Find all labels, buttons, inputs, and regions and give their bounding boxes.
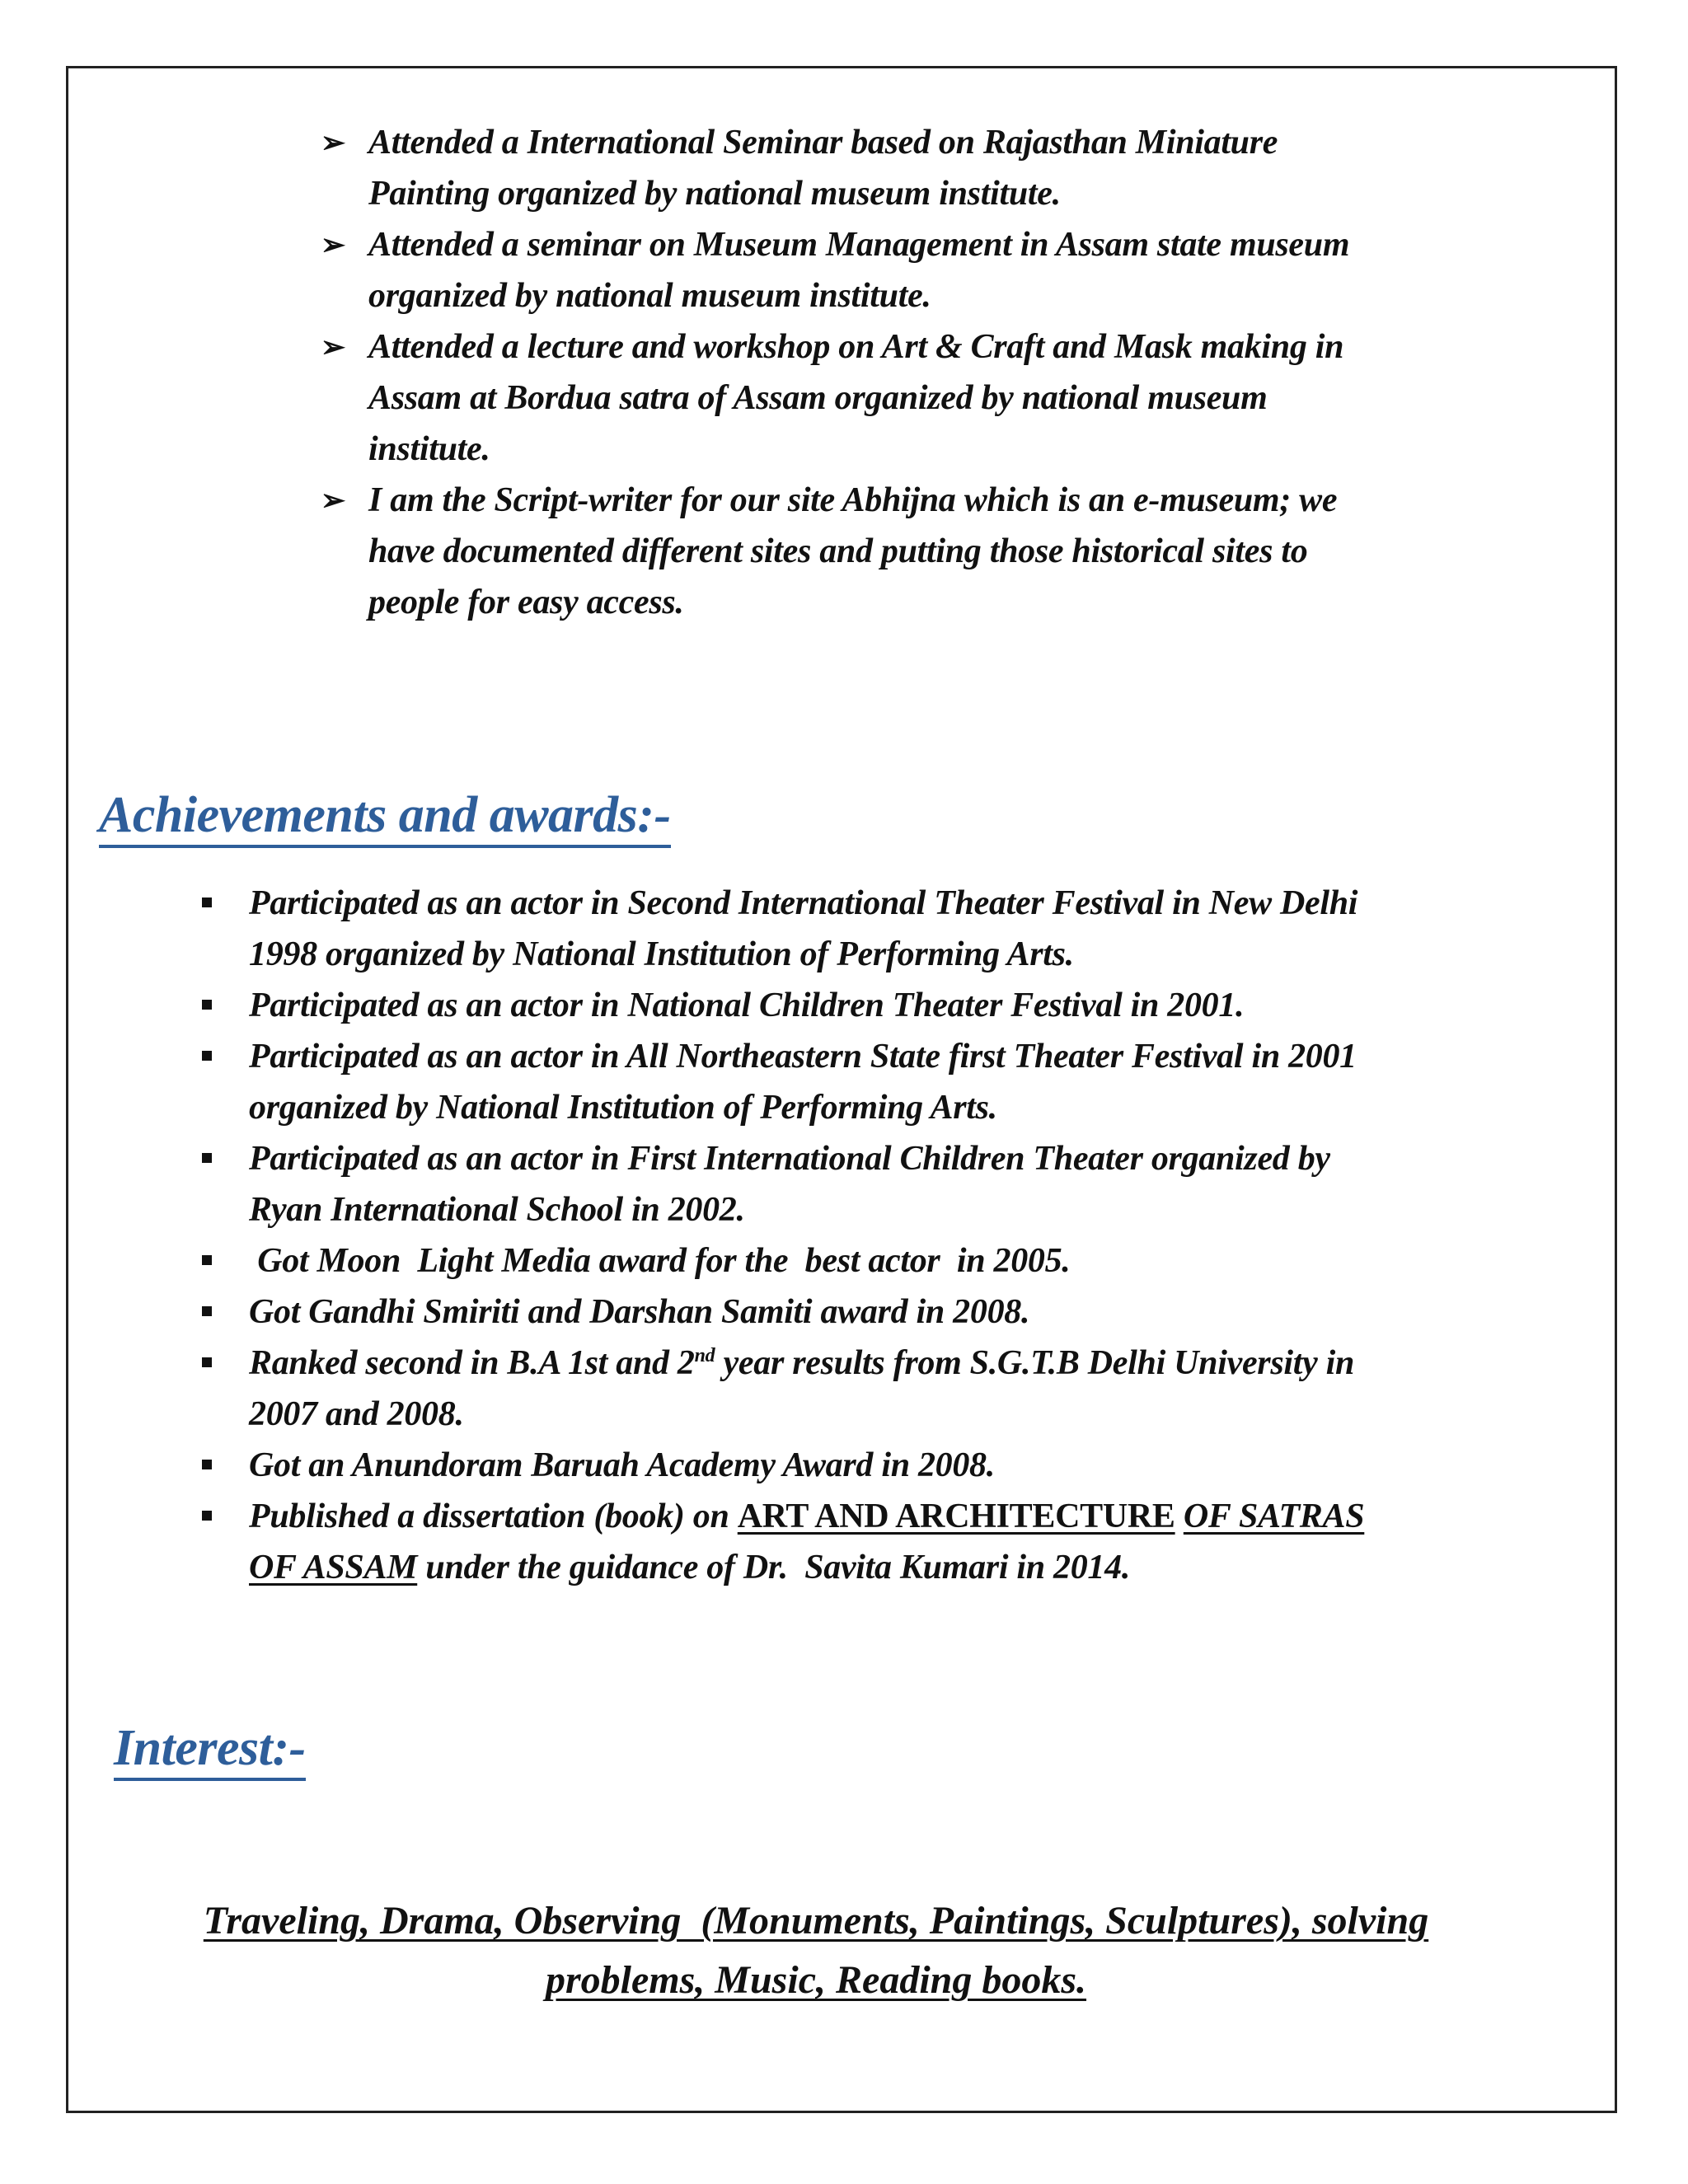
square-bullet-icon xyxy=(202,1511,212,1521)
list-item-line: Attended a lecture and workshop on Art & Craft and Mask making in xyxy=(368,328,1344,366)
list-item-line xyxy=(249,1491,1582,1542)
list-item xyxy=(198,1440,1582,1491)
list-item-line: Participated as an actor in All Northeastern State first Theater Festival in 2001 xyxy=(249,1038,1357,1076)
book-title-part: ART AND ARCHITECTURE xyxy=(737,1497,1175,1535)
list-item-line xyxy=(249,1542,1582,1593)
list-item-line: 2007 and 2008. xyxy=(249,1395,464,1433)
square-bullet-icon xyxy=(202,1255,212,1265)
list-item xyxy=(317,117,1570,219)
interest-line: problems, Music, Reading books. xyxy=(545,1958,1087,2002)
list-item-line: organized by National Institution of Performing Arts. xyxy=(249,1089,997,1127)
title-gap xyxy=(1175,1497,1184,1535)
list-item-line: Got Moon Light Media award for the best actor in 2005. xyxy=(249,1242,1071,1280)
square-bullet-icon xyxy=(202,898,212,907)
square-bullet-icon xyxy=(202,1306,212,1316)
ordinal-suffix: nd xyxy=(694,1345,715,1366)
list-item-line: Attended a seminar on Museum Management in Assam state museum xyxy=(368,226,1350,264)
list-item-line: I am the Script-writer for our site Abhijna which is an e-museum; we xyxy=(368,481,1338,519)
list-item-line: institute. xyxy=(368,430,490,468)
list-item-line: Participated as an actor in Second International Theater Festival in New Delhi xyxy=(249,884,1358,922)
book-title-part: OF ASSAM xyxy=(249,1549,418,1586)
list-item-line: organized by national museum institute. xyxy=(368,277,931,315)
list-item-line: Got an Anundoram Baruah Academy Award in 2008. xyxy=(249,1446,995,1484)
list-item xyxy=(198,1235,1582,1286)
list-item-line: Assam at Bordua satra of Assam organized by national museum xyxy=(368,379,1268,417)
square-bullet-icon xyxy=(202,1460,212,1469)
list-item-line: Ryan International School in 2002. xyxy=(249,1191,745,1229)
list-item xyxy=(198,980,1582,1031)
arrow-bullet-icon: ➢ xyxy=(321,484,345,517)
list-item xyxy=(317,219,1570,321)
arrow-bullet-icon: ➢ xyxy=(321,228,345,261)
list-item xyxy=(198,878,1582,980)
line-text: Published a dissertation (book) on xyxy=(249,1497,738,1535)
list-item-line: Attended a International Seminar based on Rajasthan Miniature xyxy=(368,124,1278,162)
list-item-line: Participated as an actor in National Children Theater Festival in 2001. xyxy=(249,987,1245,1024)
arrow-bullet-icon: ➢ xyxy=(321,126,345,159)
list-item-line: Participated as an actor in First International Children Theater organized by xyxy=(249,1140,1330,1178)
arrow-bullet-icon: ➢ xyxy=(321,330,345,363)
list-item xyxy=(317,475,1570,628)
achievements-list xyxy=(198,878,1582,1593)
interest-text xyxy=(82,1891,1550,2010)
list-item xyxy=(317,321,1570,475)
list-item xyxy=(198,1031,1582,1133)
list-item xyxy=(198,1133,1582,1235)
list-item-line: Painting organized by national museum institute. xyxy=(368,175,1061,213)
activities-list xyxy=(317,117,1570,628)
line-text: year results from S.G.T.B Delhi University in xyxy=(715,1344,1355,1382)
achievements-heading: Achievements and awards:- xyxy=(99,785,671,848)
list-item-line: Got Gandhi Smiriti and Darshan Samiti award in 2008. xyxy=(249,1293,1030,1331)
square-bullet-icon xyxy=(202,1051,212,1061)
interest-heading: Interest:- xyxy=(114,1718,306,1781)
list-item-line: have documented different sites and putting those historical sites to xyxy=(368,532,1308,570)
list-item xyxy=(198,1491,1582,1593)
book-title-part: OF SATRAS xyxy=(1183,1497,1365,1535)
square-bullet-icon xyxy=(202,1153,212,1163)
interest-line: Traveling, Drama, Observing (Monuments, Paintings, Sculptures), solving xyxy=(203,1899,1429,1943)
list-item-line: 1998 organized by National Institution of Performing Arts. xyxy=(249,935,1074,973)
square-bullet-icon xyxy=(202,1000,212,1010)
line-text: Ranked second in B.A 1st and 2 xyxy=(249,1344,695,1382)
list-item xyxy=(198,1338,1582,1440)
line-text: under the guidance of Dr. Savita Kumari in 2014. xyxy=(417,1549,1131,1586)
list-item-line: people for easy access. xyxy=(368,583,684,621)
list-item xyxy=(198,1286,1582,1338)
square-bullet-icon xyxy=(202,1357,212,1367)
list-item-line xyxy=(249,1338,1582,1389)
